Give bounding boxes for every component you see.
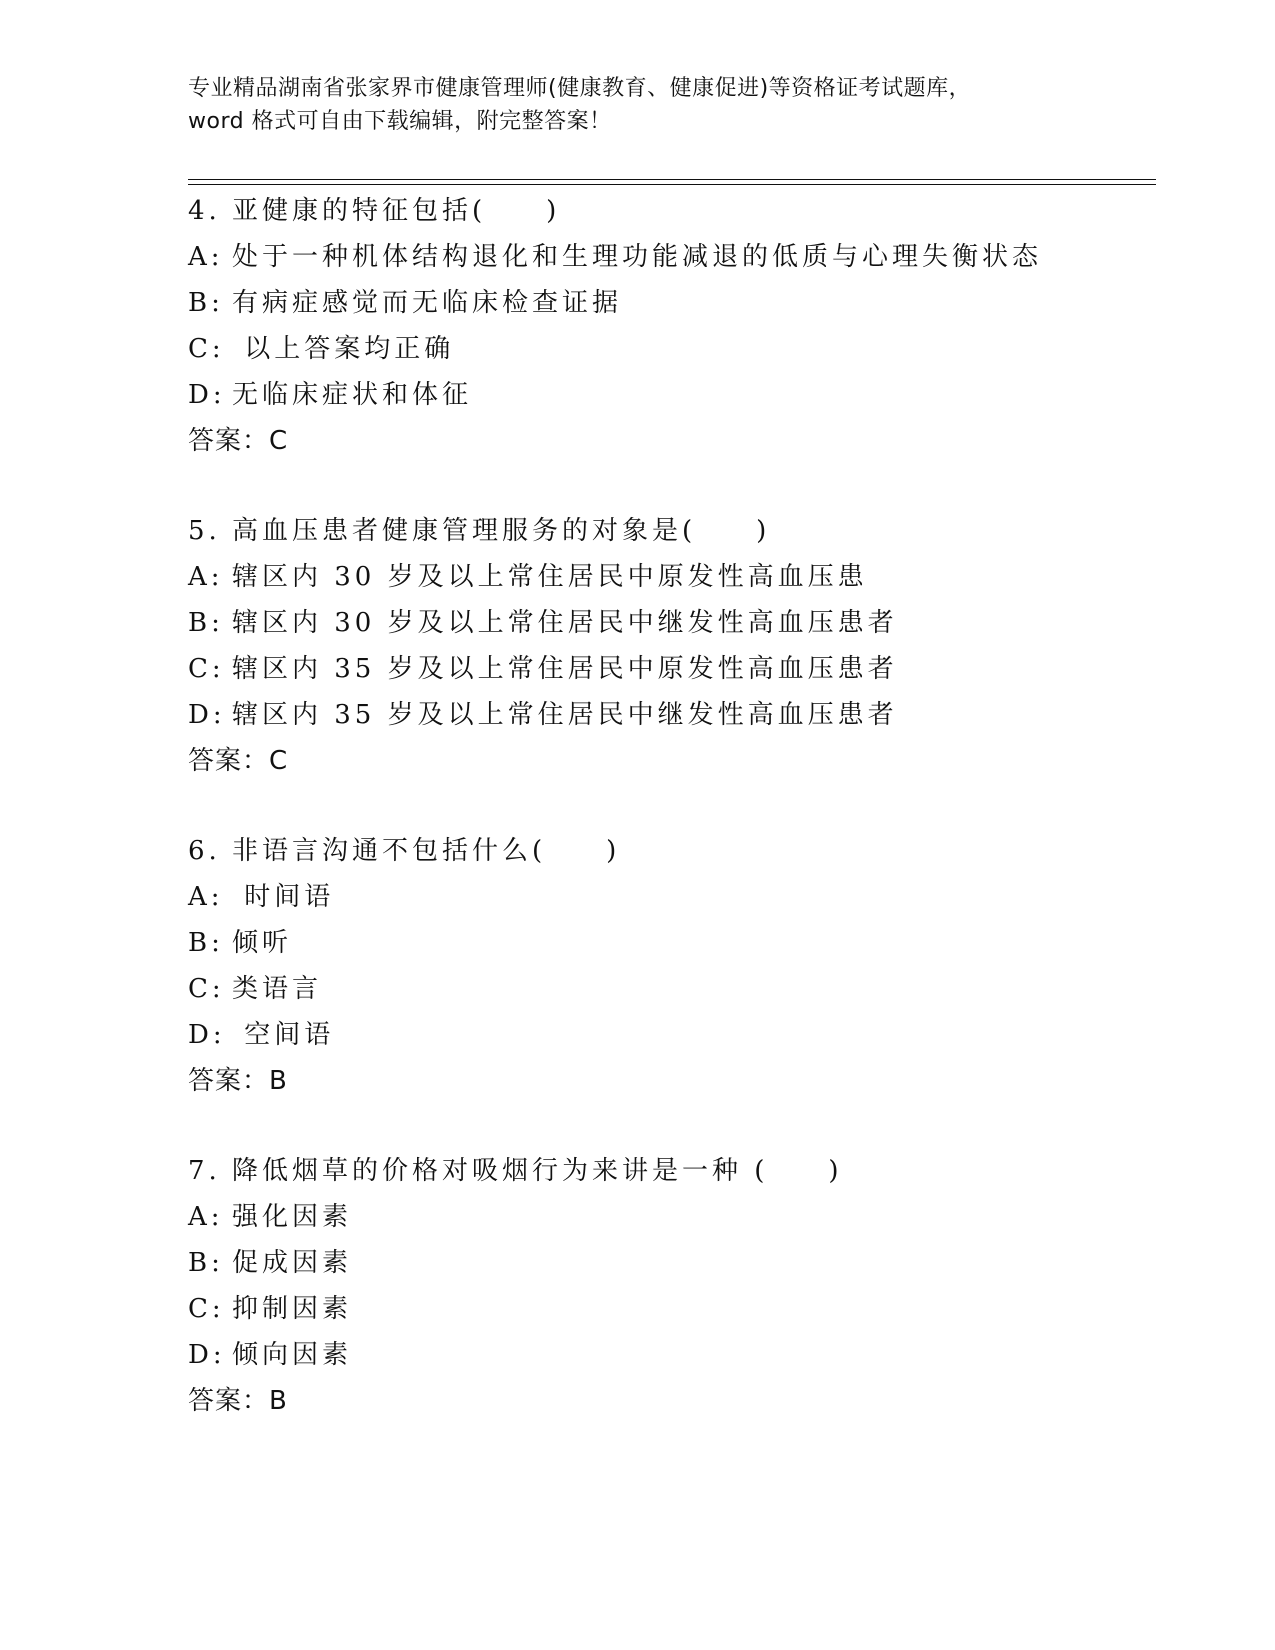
answer-line: 答案：B [188,1066,288,1096]
option-c [188,966,1148,1012]
option-d [188,1012,1148,1058]
question-number: 5. [188,516,221,546]
option-key: D: [188,380,226,410]
question-text: 高血压患者健康管理服务的对象是( ) [232,516,771,546]
option-text: 倾听 [232,928,293,958]
option-d [188,692,1148,738]
option-key: B: [188,608,224,638]
option-key: B: [188,288,224,318]
option-text: 处于一种机体结构退化和生理功能减退的低质与心理失衡状态 [232,242,1043,272]
question-6 [188,828,1148,1104]
question-number: 6. [188,836,221,866]
option-text: 空间语 [232,1020,335,1050]
option-a [188,1194,1148,1240]
question-text: 非语言沟通不包括什么( ) [232,836,621,866]
option-key: D: [188,1020,226,1050]
option-c [188,1286,1148,1332]
option-text: 无临床症状和体征 [232,380,473,410]
option-key: B: [188,1248,224,1278]
option-text: 辖区内 35 岁及以上常住居民中原发性高血压患者 [232,654,898,684]
option-text: 辖区内 35 岁及以上常住居民中继发性高血压患者 [232,700,898,730]
header-divider [188,179,1156,185]
question-number: 7. [188,1156,221,1186]
option-text: 辖区内 30 岁及以上常住居民中原发性高血压患 [232,562,868,592]
answer-line: 答案：B [188,1386,288,1416]
option-d [188,1332,1148,1378]
question-stem [188,508,1148,554]
option-key: C: [188,1294,225,1324]
option-b [188,280,1148,326]
option-key: A: [188,1202,224,1232]
question-7 [188,1148,1148,1424]
option-key: C: [188,974,225,1004]
option-key: D: [188,1340,226,1370]
option-text: 类语言 [232,974,323,1004]
question-stem [188,188,1148,234]
option-text: 时间语 [232,882,335,912]
header-line-2: word 格式可自由下载编辑，附完整答案！ [188,109,612,134]
question-5 [188,508,1148,784]
option-key: B: [188,928,224,958]
option-key: A: [188,242,224,272]
option-text: 有病症感觉而无临床检查证据 [232,288,623,318]
option-text: 强化因素 [232,1202,353,1232]
option-text: 倾向因素 [232,1340,353,1370]
option-key: D: [188,700,226,730]
option-key: A: [188,882,224,912]
option-text: 以上答案均正确 [232,334,455,364]
question-text: 亚健康的特征包括( ) [232,196,561,226]
answer-line: 答案：C [188,426,289,456]
question-number: 4. [188,196,221,226]
option-key: C: [188,654,225,684]
option-c [188,646,1148,692]
question-stem [188,1148,1148,1194]
option-text: 抑制因素 [232,1294,353,1324]
option-b [188,600,1148,646]
question-list [188,188,1148,1468]
option-a [188,874,1148,920]
document-header [188,72,1088,138]
header-line-1: 专业精品湖南省张家界市健康管理师(健康教育、健康促进)等资格证考试题库， [188,76,972,101]
option-b [188,1240,1148,1286]
question-text: 降低烟草的价格对吸烟行为来讲是一种 ( ) [232,1156,843,1186]
option-text: 辖区内 30 岁及以上常住居民中继发性高血压患者 [232,608,898,638]
answer-line: 答案：C [188,746,289,776]
question-stem [188,828,1148,874]
option-b [188,920,1148,966]
option-c [188,326,1148,372]
option-text: 促成因素 [232,1248,353,1278]
option-a [188,234,1148,280]
option-d [188,372,1148,418]
option-a [188,554,1148,600]
option-key: C: [188,334,225,364]
question-4 [188,188,1148,464]
option-key: A: [188,562,224,592]
